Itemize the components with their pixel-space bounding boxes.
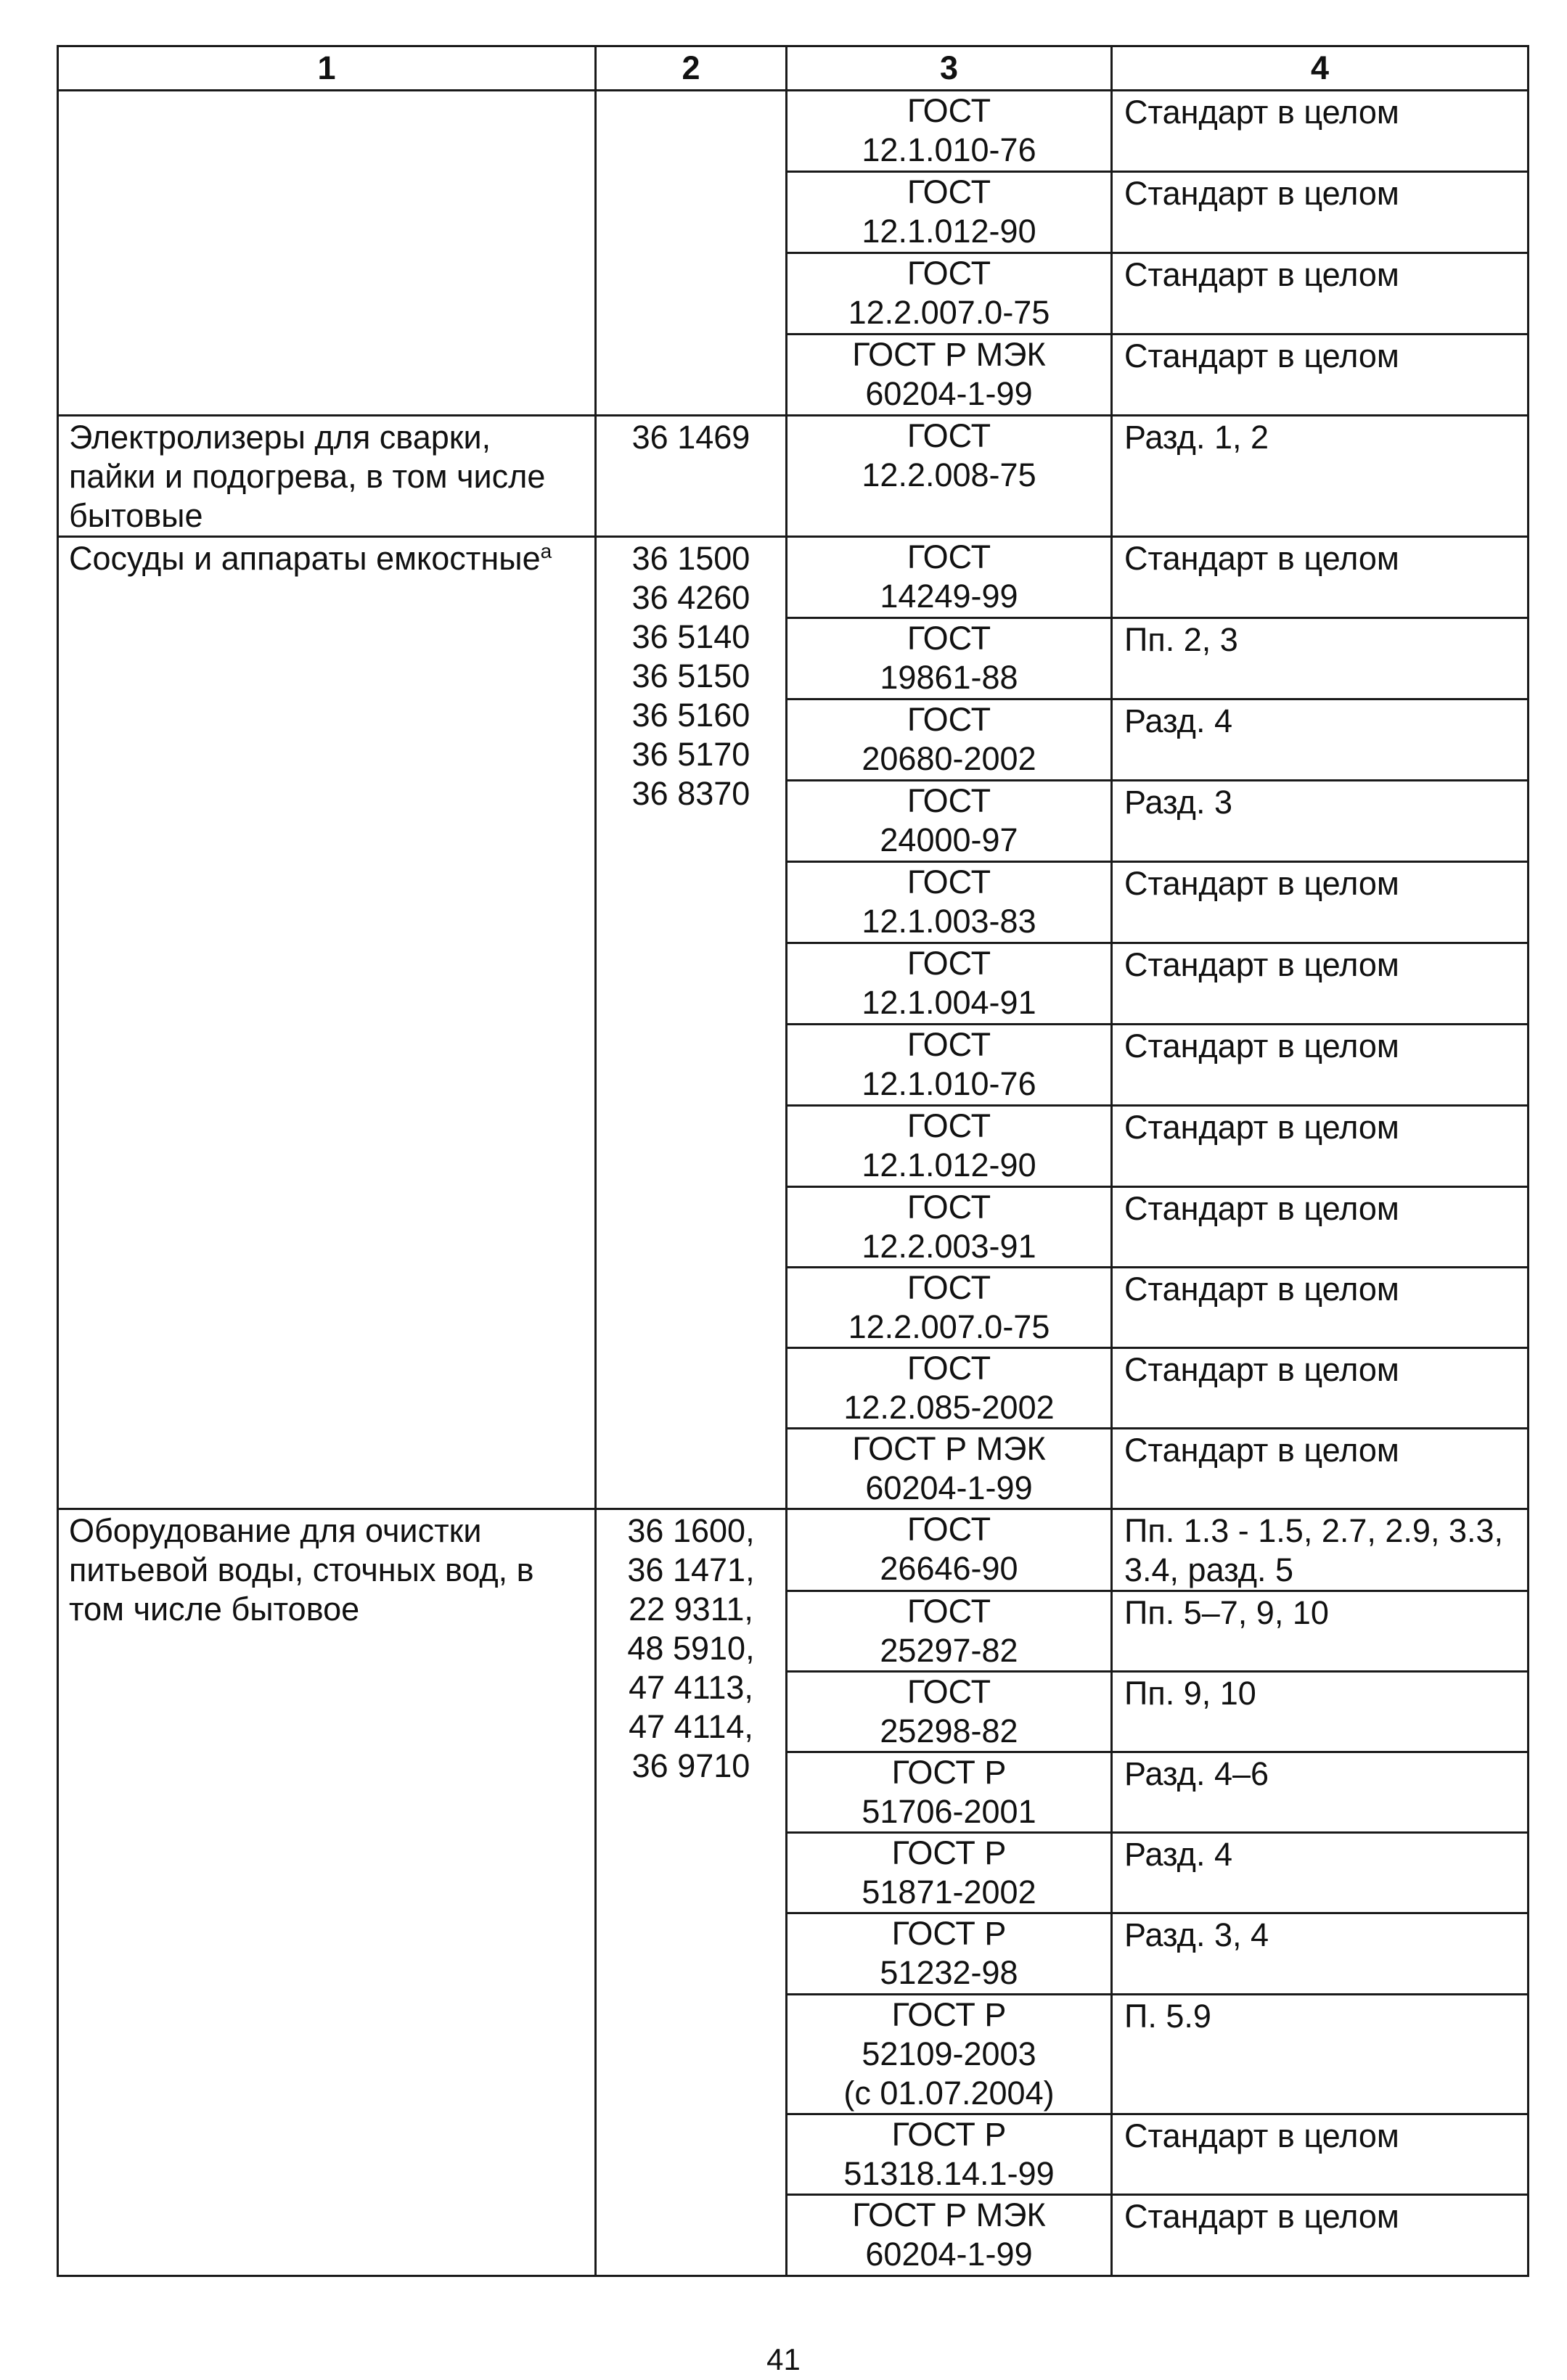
product-code: 36 8370 bbox=[631, 775, 750, 812]
table-row bbox=[58, 91, 1529, 172]
standard-designation-line: ГОСТ Р МЭК bbox=[852, 2196, 1046, 2233]
standard-designation-cell bbox=[787, 1752, 1112, 1833]
standard-designation-line: 12.2.007.0-75 bbox=[848, 294, 1050, 331]
applicable-sections-cell: Разд. 3 bbox=[1112, 781, 1529, 862]
product-code: 36 5170 bbox=[631, 736, 750, 773]
applicable-sections-cell: Стандарт в целом bbox=[1112, 1268, 1529, 1348]
standard-designation-line: 51232-98 bbox=[880, 1954, 1018, 1991]
standard-designation-line: 24000-97 bbox=[880, 821, 1018, 858]
standard-designation-line: 20680-2002 bbox=[862, 740, 1036, 777]
applicable-sections-cell: Стандарт в целом bbox=[1112, 1348, 1529, 1429]
applicable-sections-cell: Стандарт в целом bbox=[1112, 172, 1529, 253]
standard-designation-line: 12.2.085-2002 bbox=[843, 1389, 1055, 1426]
standard-designation-line: 60204-1-99 bbox=[865, 1469, 1033, 1506]
column-header-1: 1 bbox=[58, 46, 596, 91]
applicable-sections-cell: Стандарт в целом bbox=[1112, 537, 1529, 618]
standard-designation-cell bbox=[787, 1913, 1112, 1995]
standard-designation-line: ГОСТ bbox=[907, 1511, 991, 1548]
product-code: 22 9311, bbox=[629, 1591, 753, 1628]
standard-designation-cell bbox=[787, 1995, 1112, 2114]
applicable-sections-cell: Стандарт в целом bbox=[1112, 91, 1529, 172]
standard-designation-line: 12.2.007.0-75 bbox=[848, 1308, 1050, 1345]
product-name-cell bbox=[58, 416, 596, 537]
standard-designation-line: 19861-88 bbox=[880, 659, 1018, 696]
standard-designation-cell bbox=[787, 416, 1112, 537]
standard-designation-cell bbox=[787, 1833, 1112, 1913]
standard-designation-cell bbox=[787, 1025, 1112, 1106]
standard-designation-line: 60204-1-99 bbox=[865, 2236, 1033, 2273]
applicable-sections-cell: Стандарт в целом bbox=[1112, 862, 1529, 943]
product-code: 47 4113, bbox=[629, 1669, 753, 1706]
standard-designation-line: 51318.14.1-99 bbox=[843, 2155, 1055, 2192]
applicable-sections-cell: П. 5.9 bbox=[1112, 1995, 1529, 2114]
standard-designation-cell bbox=[787, 2195, 1112, 2276]
standard-designation-line: ГОСТ bbox=[907, 92, 991, 129]
applicable-sections-cell: Стандарт в целом bbox=[1112, 253, 1529, 335]
applicable-sections-cell: Разд. 4–6 bbox=[1112, 1752, 1529, 1833]
applicable-sections-cell: Стандарт в целом bbox=[1112, 2114, 1529, 2195]
table-header bbox=[58, 46, 1529, 91]
product-code: 36 1471, bbox=[627, 1551, 755, 1588]
standard-designation-line: ГОСТ bbox=[907, 701, 991, 738]
standard-designation-cell bbox=[787, 172, 1112, 253]
standard-designation-line: ГОСТ bbox=[907, 1107, 991, 1144]
column-header-4: 4 bbox=[1112, 46, 1529, 91]
standard-designation-line: ГОСТ bbox=[907, 1593, 991, 1630]
standard-designation-line: ГОСТ bbox=[907, 1269, 991, 1306]
standard-designation-cell bbox=[787, 1348, 1112, 1429]
standard-designation-line: 51871-2002 bbox=[862, 1874, 1036, 1911]
standard-designation-cell bbox=[787, 943, 1112, 1025]
standard-designation-cell bbox=[787, 91, 1112, 172]
standard-designation-line: 12.1.012-90 bbox=[862, 213, 1036, 250]
product-codes-cell bbox=[596, 91, 787, 416]
standard-designation-line: ГОСТ Р bbox=[891, 1996, 1007, 2033]
applicable-sections-cell: Пп. 2, 3 bbox=[1112, 618, 1529, 699]
standard-designation-cell bbox=[787, 618, 1112, 699]
standard-designation-line: 60204-1-99 bbox=[865, 375, 1033, 412]
product-code: 36 1469 bbox=[631, 419, 750, 456]
product-code: 47 4114, bbox=[629, 1708, 753, 1745]
header-row bbox=[58, 46, 1529, 91]
standard-designation-cell bbox=[787, 1106, 1112, 1187]
applicable-sections-cell: Разд. 4 bbox=[1112, 699, 1529, 781]
product-code: 36 5160 bbox=[631, 697, 750, 734]
applicable-sections-cell: Стандарт в целом bbox=[1112, 1187, 1529, 1268]
standard-designation-cell bbox=[787, 335, 1112, 416]
applicable-sections-cell: Стандарт в целом bbox=[1112, 335, 1529, 416]
standards-table bbox=[57, 45, 1529, 2277]
standard-designation-cell bbox=[787, 1268, 1112, 1348]
column-header-2: 2 bbox=[596, 46, 787, 91]
applicable-sections-cell: Стандарт в целом bbox=[1112, 2195, 1529, 2276]
standard-designation-line: 12.2.008-75 bbox=[862, 456, 1036, 493]
column-header-3: 3 bbox=[787, 46, 1112, 91]
standard-designation-line: ГОСТ bbox=[907, 417, 991, 454]
standard-designation-line: 25297-82 bbox=[880, 1632, 1018, 1669]
product-code: 36 1500 bbox=[631, 540, 750, 577]
applicable-sections-cell: Пп. 1.3 - 1.5, 2.7, 2.9, 3.3, 3.4, разд. 5 bbox=[1112, 1509, 1529, 1591]
standard-designation-line: 12.2.003-91 bbox=[862, 1228, 1036, 1265]
applicable-sections-cell: Стандарт в целом bbox=[1112, 1429, 1529, 1509]
standard-designation-line: ГОСТ bbox=[907, 620, 991, 657]
table-body bbox=[58, 91, 1529, 2276]
standard-designation-line: ГОСТ bbox=[907, 255, 991, 292]
product-code: 36 5150 bbox=[631, 657, 750, 694]
standard-designation-line: (с 01.07.2004) bbox=[843, 2075, 1055, 2112]
standard-designation-line: 26646-90 bbox=[880, 1550, 1018, 1587]
standard-designation-line: ГОСТ Р bbox=[891, 1754, 1007, 1791]
standard-designation-line: 12.1.012-90 bbox=[862, 1146, 1036, 1183]
standard-designation-line: ГОСТ bbox=[907, 945, 991, 982]
applicable-sections-cell: Разд. 3, 4 bbox=[1112, 1913, 1529, 1995]
standard-designation-cell bbox=[787, 1509, 1112, 1591]
product-code: 36 1600, bbox=[627, 1512, 755, 1549]
product-codes-cell bbox=[596, 537, 787, 1509]
product-code: 48 5910, bbox=[627, 1630, 755, 1667]
table-row bbox=[58, 537, 1529, 618]
standard-designation-line: ГОСТ Р МЭК bbox=[852, 1430, 1046, 1467]
standard-designation-cell bbox=[787, 2114, 1112, 2195]
product-name: Сосуды и аппараты емкостные bbox=[69, 540, 541, 577]
standard-designation-cell bbox=[787, 1429, 1112, 1509]
standard-designation-line: ГОСТ Р bbox=[891, 1834, 1007, 1871]
table-row bbox=[58, 1509, 1529, 1591]
standard-designation-line: 12.1.003-83 bbox=[862, 903, 1036, 940]
product-name: Электролизеры для сварки, пайки и подогрева, в том числе бытовые bbox=[69, 419, 546, 534]
applicable-sections-cell: Стандарт в целом bbox=[1112, 943, 1529, 1025]
product-codes-cell bbox=[596, 1509, 787, 2276]
applicable-sections-cell: Разд. 4 bbox=[1112, 1833, 1529, 1913]
standard-designation-cell bbox=[787, 253, 1112, 335]
standard-designation-cell bbox=[787, 1591, 1112, 1672]
standard-designation-line: ГОСТ bbox=[907, 1350, 991, 1387]
table-row bbox=[58, 416, 1529, 537]
product-code: 36 9710 bbox=[631, 1747, 750, 1784]
product-name-cell bbox=[58, 1509, 596, 2276]
standard-designation-line: 12.1.004-91 bbox=[862, 984, 1036, 1021]
standard-designation-line: ГОСТ bbox=[907, 782, 991, 819]
standard-designation-cell bbox=[787, 537, 1112, 618]
standard-designation-line: ГОСТ bbox=[907, 173, 991, 210]
product-code: 36 5140 bbox=[631, 618, 750, 655]
applicable-sections-cell: Пп. 9, 10 bbox=[1112, 1672, 1529, 1752]
standard-designation-line: ГОСТ Р bbox=[891, 1915, 1007, 1952]
standard-designation-line: 52109-2003 bbox=[862, 2035, 1036, 2072]
standard-designation-cell bbox=[787, 699, 1112, 781]
standard-designation-line: ГОСТ Р bbox=[891, 2116, 1007, 2153]
footnote-marker: а bbox=[540, 540, 552, 562]
product-name-cell bbox=[58, 537, 596, 1509]
product-code: 36 4260 bbox=[631, 579, 750, 616]
applicable-sections-cell: Разд. 1, 2 bbox=[1112, 416, 1529, 537]
standard-designation-cell bbox=[787, 862, 1112, 943]
product-name: Оборудование для очистки питьевой воды, сточных вод, в том числе бытовое bbox=[69, 1512, 534, 1628]
standard-designation-line: 12.1.010-76 bbox=[862, 131, 1036, 168]
page-number: 41 bbox=[766, 2342, 801, 2376]
standard-designation-cell bbox=[787, 1187, 1112, 1268]
standard-designation-line: ГОСТ bbox=[907, 863, 991, 900]
standard-designation-line: ГОСТ bbox=[907, 1673, 991, 1710]
standard-designation-line: ГОСТ Р МЭК bbox=[852, 336, 1046, 373]
applicable-sections-cell: Стандарт в целом bbox=[1112, 1025, 1529, 1106]
standard-designation-line: 51706-2001 bbox=[862, 1793, 1036, 1830]
standard-designation-line: 14249-99 bbox=[880, 578, 1018, 615]
standard-designation-line: 25298-82 bbox=[880, 1712, 1018, 1749]
product-name-cell bbox=[58, 91, 596, 416]
standard-designation-line: 12.1.010-76 bbox=[862, 1065, 1036, 1102]
standard-designation-cell bbox=[787, 1672, 1112, 1752]
standard-designation-line: ГОСТ bbox=[907, 1026, 991, 1063]
standard-designation-cell bbox=[787, 781, 1112, 862]
standard-designation-line: ГОСТ bbox=[907, 538, 991, 575]
standard-designation-line: ГОСТ bbox=[907, 1189, 991, 1226]
applicable-sections-cell: Пп. 5–7, 9, 10 bbox=[1112, 1591, 1529, 1672]
product-codes-cell bbox=[596, 416, 787, 537]
applicable-sections-cell: Стандарт в целом bbox=[1112, 1106, 1529, 1187]
